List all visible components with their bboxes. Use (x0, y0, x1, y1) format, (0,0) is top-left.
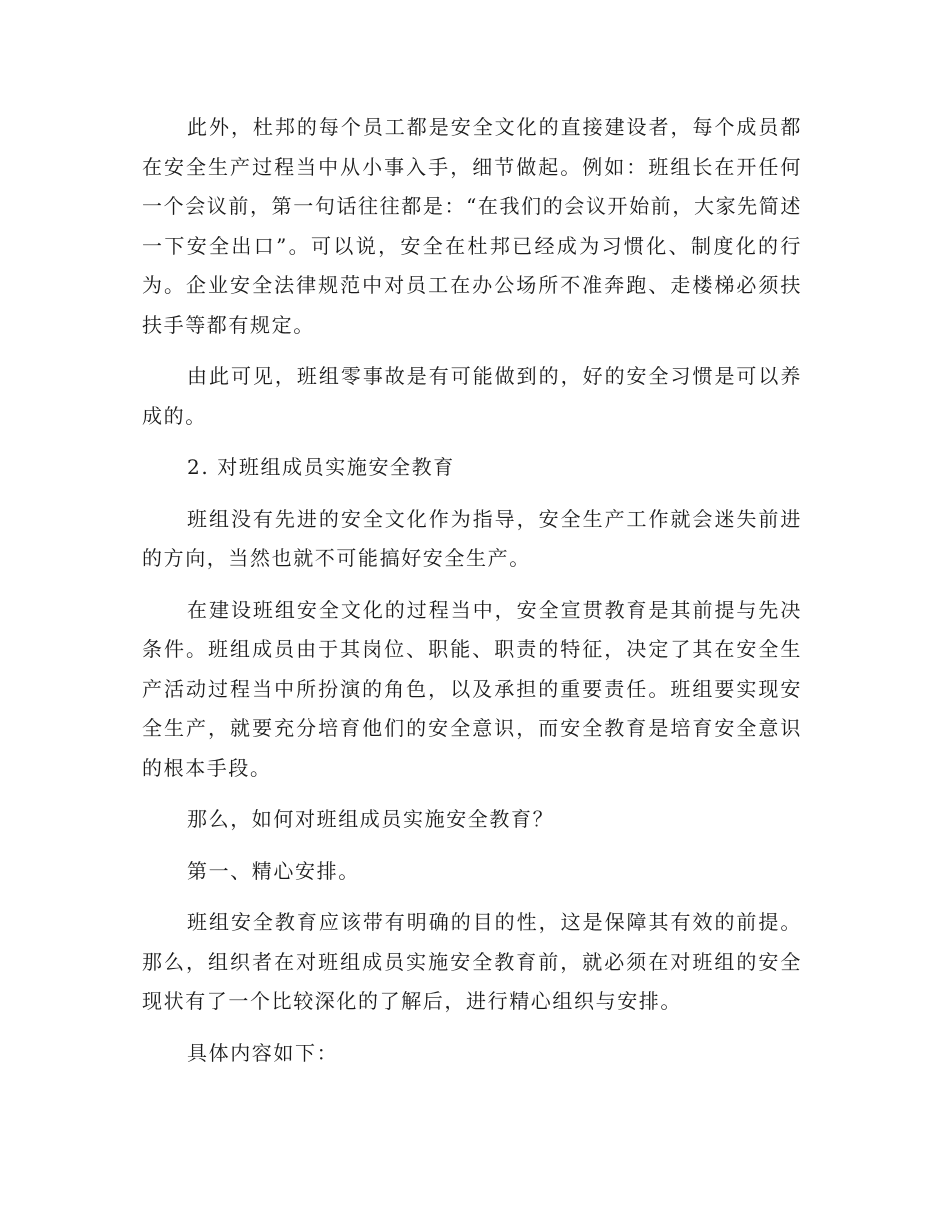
section-heading-safety-education: 2. 对班组成员实施安全教育 (187, 455, 455, 479)
document-body (142, 108, 802, 1085)
paragraph-education-purpose: 班组安全教育应该带有明确的目的性，这是保障其有效的前提。那么，组织者在对班组成员实施安全教育前，就必须在对班组的安全现状有了一个比较深化的了解后，进行精心组织与安排。 (142, 910, 802, 1013)
paragraph-how-to-educate: 那么，如何对班组成员实施安全教育？ (187, 807, 555, 831)
paragraph-zero-accident: 由此可见，班组零事故是有可能做到的，好的安全习惯是可以养成的。 (142, 364, 802, 428)
paragraph-specific-content: 具体内容如下： (187, 1040, 339, 1065)
paragraph-step-one: 第一、精心安排。 (187, 858, 360, 883)
paragraph-education-prerequisite: 在建设班组安全文化的过程当中，安全宣贯教育是其前提与先决条件。班组成员由于其岗位、职能、职责的特征，决定了其在安全生产活动过程当中所扮演的角色，以及承担的重要责任。班组要实现安全生产，就要充分培育他们的安全意识，而安全教育是培育安全意识的根本手段。 (142, 597, 802, 780)
paragraph-culture-guidance: 班组没有先进的安全文化作为指导，安全生产工作就会迷失前进的方向，当然也就不可能搞好安全生产。 (142, 506, 802, 570)
paragraph-dupont-safety-culture: 此外，杜邦的每个员工都是安全文化的直接建设者，每个成员都在安全生产过程当中从小事入手，细节做起。例如：班组长在开任何一个会议前，第一句话往往都是：“在我们的会议开始前，大家先简述一下安全出口”。可以说，安全在杜邦已经成为习惯化、制度化的行为。企业安全法律规范中对员工在办公场所不准奔跑、走楼梯必须扶扶手等都有规定。 (142, 115, 802, 337)
